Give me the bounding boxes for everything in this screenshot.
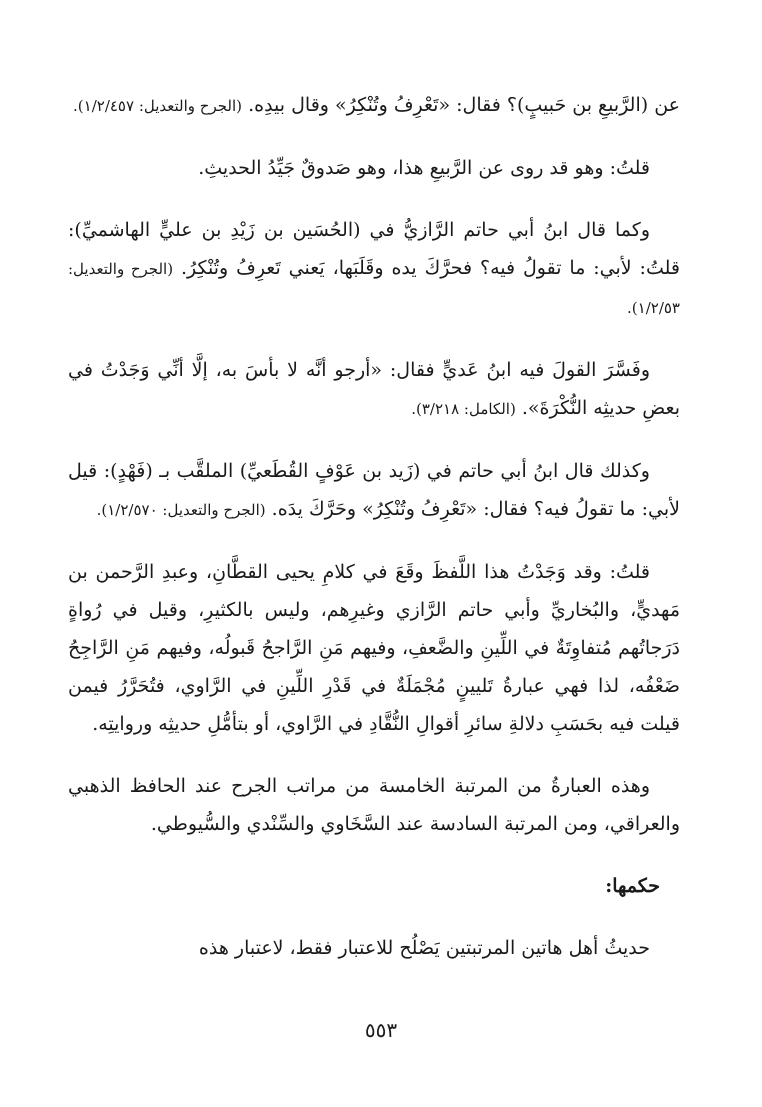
- paragraph-4-citation: (الكامل: ٣/٢١٨).: [411, 400, 516, 418]
- paragraph-3-citation: (الجرح والتعديل: ١/٢/٥٣).: [68, 260, 680, 317]
- closing-paragraph: [68, 929, 680, 967]
- paragraph-6-text: قلتُ: وقد وَجَدْتُ هذا اللَّفظَ وقَعَ في كلامِ يحيى القطَّانِ، وعبدِ الرَّحمن بن مَهديٍّ، والبُخاريِّ وأبي حاتم الرَّازي وغيرِهم، وليس بالكثيرِ، وقيل في رُواةٍ دَرَجاتُهم مُتفاوِتَةٌ في اللِّينِ والضَّعفِ، وفيهم مَنِ الرَّاجحُ قَبولُه، وفيهم مَنِ الرَّاجِحُ ضَعْفُه، لذا فهي عبارةُ تَليينٍ مُجْمَلَةٌ في قَدْرِ اللِّينِ في الرَّاوي، فتُحَرَّرُ فيمن قيلت فيه بحَسَبِ دلالةِ سائرِ أقوالِ النُّقَّادِ في الرَّاوي، أو بتأمُّلِ حديثِه وروايتِه.: [68, 561, 680, 735]
- paragraph-5: [68, 452, 680, 529]
- paragraph-4: [68, 351, 680, 428]
- paragraph-1: [68, 86, 680, 125]
- paragraph-2: [68, 149, 680, 187]
- paragraph-1-text: عن (الرَّبيعِ بن حَبيبٍ)؟ فقال: «تَعْرِفُ وتُنْكِرُ» وقال بيدِه.: [248, 94, 680, 116]
- paragraph-3-text: وكما قال ابنُ أبي حاتم الرَّازيُّ في (الحُسَين بن زَيْدِ بن عليٍّ الهاشميِّ): قلتُ: لأبي: ما تقولُ فيه؟ فحرَّكَ يده وقَلَبَها، يَعني تَعرِفُ وتُنْكِرُ.: [68, 219, 680, 279]
- paragraph-6: [68, 553, 680, 743]
- paragraph-7: [68, 767, 680, 843]
- paragraph-5-citation: (الجرح والتعديل: ١/٢/٥٧٠).: [96, 501, 266, 519]
- paragraph-2-text: قلتُ: وهو قد روى عن الرَّبيعِ هذا، وهو صَدوقٌ جَيِّدُ الحديثِ.: [198, 157, 650, 179]
- paragraph-3: [68, 211, 680, 327]
- paragraph-4-text: وفَسَّرَ القولَ فيه ابنُ عَديٍّ فقال: «أرجو أنَّه لا بأسَ به، إلَّا أنِّي وَجَدْتُ في بعضِ حديثِه النُّكْرَةَ».: [68, 359, 680, 419]
- paragraph-7-text: وهذه العبارةُ من المرتبة الخامسة من مراتب الجرح عند الحافظ الذهبي والعراقي، ومن المرتبة السادسة عند السَّخَاوي والسِّنْدي والسُّيوطي.: [68, 775, 680, 835]
- paragraph-1-citation: (الجرح والتعديل: ١/٢/٤٥٧).: [73, 97, 243, 115]
- page-number: ٥٥٣: [364, 1018, 398, 1042]
- paragraph-5-text: وكذلك قال ابنُ أبي حاتم في (زَيد بن عَوْفٍ القُطَعيِّ) الملقَّب بـ (فَهْدٍ): قيل لأبي: ما تقولُ فيه؟ فقال: «تَعْرِفُ وتُنْكِرُ» وحَرَّكَ يدَه.: [68, 460, 680, 520]
- section-heading: حكمها:: [605, 875, 660, 897]
- page-body: [68, 86, 680, 991]
- closing-paragraph-text: حديثُ أهل هاتين المرتبتين يَصْلُح للاعتبار فقط، لاعتبار هذه: [198, 937, 650, 959]
